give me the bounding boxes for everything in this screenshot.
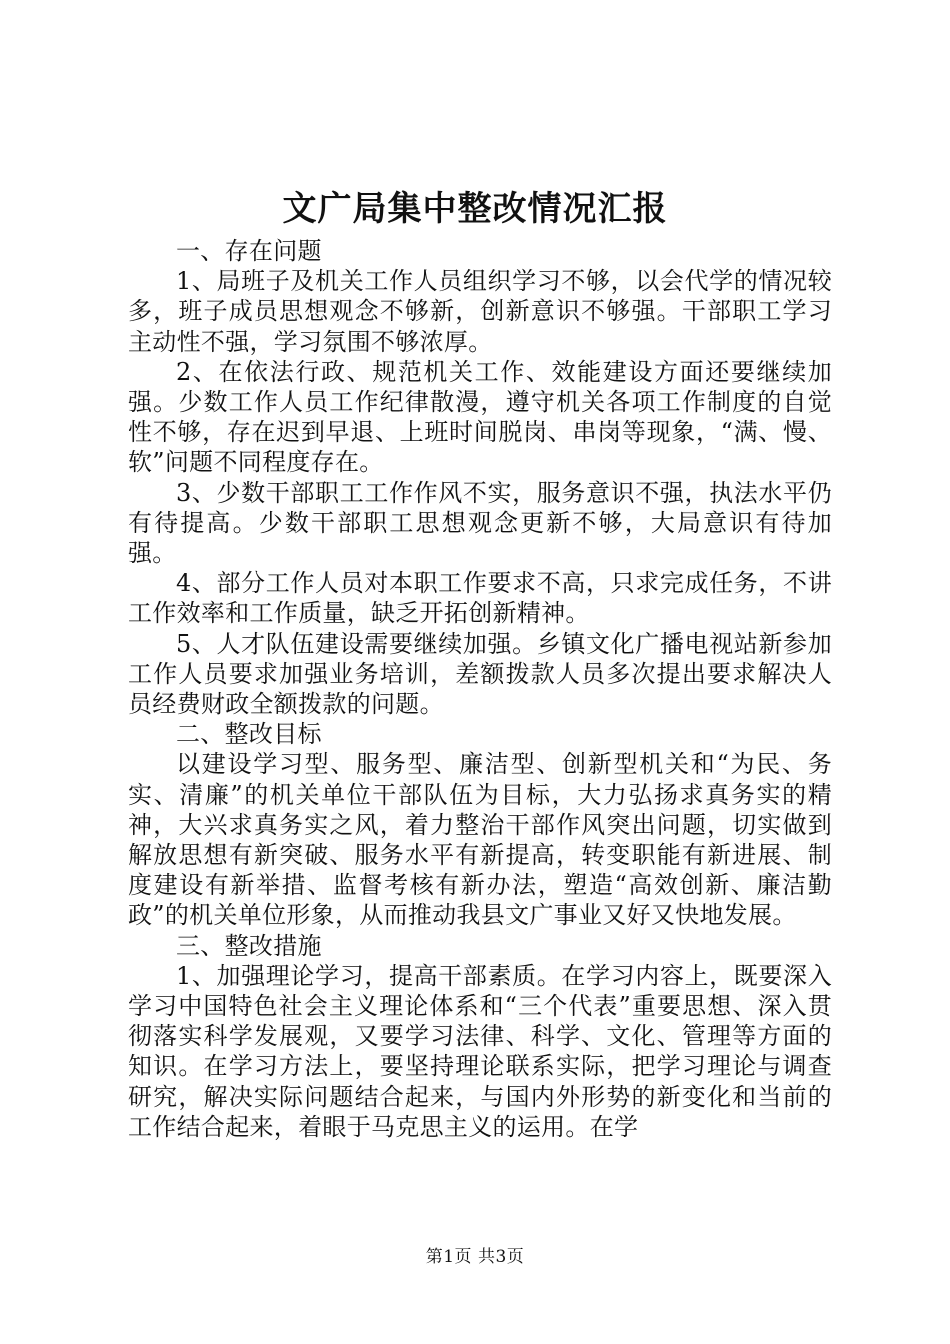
section-heading: 一、存在问题: [176, 237, 322, 265]
section-heading: 二、整改目标: [176, 720, 322, 749]
body-paragraph: 以建设学习型、服务型、廉洁型、创新型机关和“为民、务实、清廉”的机关单位干部队伍为目标，大力弘扬求真务实的精神，大兴求真务实之风，着力整治干部作风突出问题，切实做到解放思想有新突破、服务水平有新提高，转变职能有新进展、制度建设有新举措、监督考核有新办法，塑造“高效创新、廉洁勤政”的机关单位形象，从而推动我县文广事业又好又快地发展。: [128, 750, 832, 930]
document-title: 文广局集中整改情况汇报: [282, 189, 668, 229]
body-paragraph: 1、加强理论学习，提高干部素质。在学习内容上，既要深入学习中国特色社会主义理论体系和“三个代表”重要思想、深入贯彻落实科学发展观，又要学习法律、科学、文化、管理等方面的知识。在学习方法上，要坚持理论联系实际，把学习理论与调查研究，解决实际问题结合起来，与国内外形势的新变化和当前的工作结合起来，着眼于马克思主义的运用。在学: [128, 961, 832, 1141]
page-footer: 第1页 共3页: [425, 1247, 525, 1267]
section-heading: 三、整改措施: [176, 931, 322, 960]
body-paragraph: 5、人才队伍建设需要继续加强。乡镇文化广播电视站新参加工作人员要求加强业务培训，差额拨款人员多次提出要求解决人员经费财政全额拨款的问题。: [128, 629, 832, 719]
body-paragraph: 1、局班子及机关工作人员组织学习不够，以会代学的情况较多，班子成员思想观念不够新，创新意识不够强。干部职工学习主动性不强，学习氛围不够浓厚。: [128, 267, 832, 356]
body-paragraph: 3、少数干部职工工作作风不实，服务意识不强，执法水平仍有待提高。少数干部职工思想观念更新不够，大局意识有待加强。: [128, 478, 832, 568]
body-paragraph: 4、部分工作人员对本职工作要求不高，只求完成任务，不讲工作效率和工作质量，缺乏开拓创新精神。: [128, 569, 832, 628]
document-body: [128, 236, 832, 1142]
body-paragraph: 2、在依法行政、规范机关工作、效能建设方面还要继续加强。少数工作人员工作纪律散漫，遵守机关各项工作制度的自觉性不够，存在迟到早退、上班时间脱岗、串岗等现象，“满、慢、软”问题不同程度存在。: [128, 357, 832, 477]
